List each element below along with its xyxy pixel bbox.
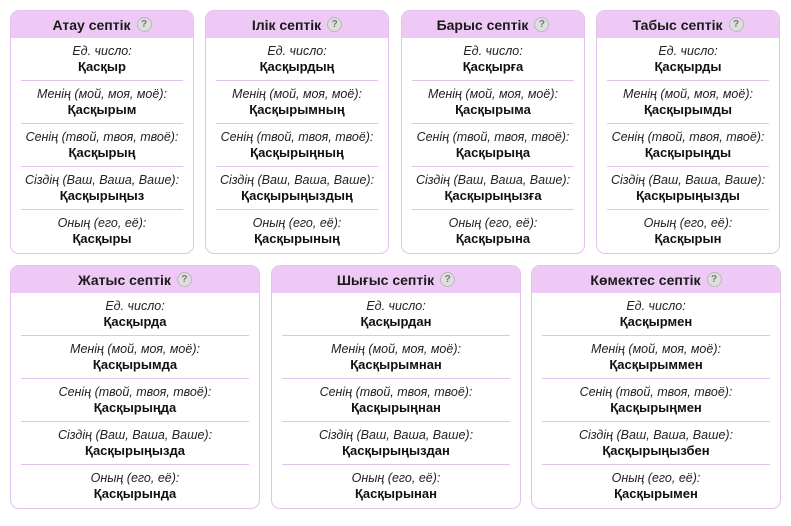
word-form: Қасқырыңда bbox=[93, 399, 177, 415]
word-form: Қасқырды bbox=[654, 58, 722, 74]
case-rows bbox=[11, 38, 193, 253]
case-title: Табыс септік bbox=[632, 16, 723, 33]
word-form: Қасқырыма bbox=[455, 101, 531, 117]
word-form: Қасқыр bbox=[78, 58, 126, 74]
form-row-my bbox=[607, 81, 769, 124]
case-card-header bbox=[11, 11, 193, 38]
form-label: Сіздің (Ваш, Ваша, Ваше): bbox=[578, 427, 734, 442]
form-row-your-formal bbox=[542, 422, 770, 465]
form-row-your-informal bbox=[21, 124, 183, 167]
form-label: Сенің (твой, твоя, твоё): bbox=[611, 129, 765, 144]
word-form: Қасқырдан bbox=[360, 313, 432, 329]
form-label: Сіздің (Ваш, Ваша, Ваше): bbox=[57, 427, 213, 442]
word-form: Қасқырымды bbox=[643, 101, 733, 117]
help-icon[interactable]: ? bbox=[707, 272, 722, 287]
case-rows bbox=[597, 38, 779, 253]
form-row-your-formal bbox=[216, 167, 378, 210]
help-icon[interactable]: ? bbox=[440, 272, 455, 287]
form-label: Ед. число: bbox=[105, 298, 165, 313]
form-label: Оның (его, её): bbox=[90, 471, 180, 485]
word-form: Қасқырымда bbox=[92, 356, 178, 372]
form-label: Менің (мой, моя, моё): bbox=[331, 341, 461, 356]
word-form: Қасқырымнан bbox=[350, 356, 442, 372]
form-label: Менің (мой, моя, моё): bbox=[232, 86, 362, 101]
case-rows bbox=[402, 38, 584, 253]
case-rows bbox=[206, 38, 388, 253]
word-form: Қасқырыңызға bbox=[444, 187, 542, 203]
form-label: Сіздің (Ваш, Ваша, Ваше): bbox=[219, 172, 375, 187]
form-row-singular bbox=[282, 293, 510, 336]
case-card-ilik bbox=[205, 10, 389, 254]
case-title: Көмектес септік bbox=[590, 271, 701, 288]
case-card-komektes bbox=[531, 265, 781, 509]
form-label: Ед. число: bbox=[366, 298, 426, 313]
case-card-header bbox=[206, 11, 388, 38]
word-form: Қасқырына bbox=[455, 231, 531, 246]
form-row-your-informal bbox=[216, 124, 378, 167]
form-row-his-her bbox=[542, 465, 770, 508]
form-label: Сенің (твой, твоя, твоё): bbox=[58, 384, 212, 399]
form-row-your-formal bbox=[607, 167, 769, 210]
form-label: Ед. число: bbox=[72, 43, 132, 58]
case-card-header bbox=[532, 266, 780, 293]
form-label: Оның (его, её): bbox=[57, 216, 147, 230]
form-row-his-her bbox=[216, 210, 378, 253]
form-row-my bbox=[21, 336, 249, 379]
form-row-singular bbox=[607, 38, 769, 81]
form-row-his-her bbox=[282, 465, 510, 508]
form-row-your-formal bbox=[21, 422, 249, 465]
form-label: Сіздің (Ваш, Ваша, Ваше): bbox=[24, 172, 180, 187]
form-label: Сенің (твой, твоя, твоё): bbox=[319, 384, 473, 399]
form-row-your-informal bbox=[542, 379, 770, 422]
form-label: Сіздің (Ваш, Ваша, Ваше): bbox=[415, 172, 571, 187]
word-form: Қасқырыңыздан bbox=[342, 442, 450, 458]
form-label: Ед. число: bbox=[267, 43, 327, 58]
form-label: Менің (мой, моя, моё): bbox=[591, 341, 721, 356]
form-row-my bbox=[542, 336, 770, 379]
form-row-your-informal bbox=[282, 379, 510, 422]
form-label: Оның (его, её): bbox=[611, 471, 701, 485]
word-form: Қасқырдың bbox=[259, 58, 335, 74]
form-row-singular bbox=[21, 293, 249, 336]
form-row-your-informal bbox=[412, 124, 574, 167]
word-form: Қасқырында bbox=[93, 486, 177, 501]
word-form: Қасқырыңыз bbox=[59, 187, 145, 203]
case-card-header bbox=[402, 11, 584, 38]
form-row-singular bbox=[542, 293, 770, 336]
form-row-your-formal bbox=[412, 167, 574, 210]
form-row-his-her bbox=[607, 210, 769, 253]
case-title: Атау септік bbox=[52, 16, 131, 33]
form-label: Менің (мой, моя, моё): bbox=[70, 341, 200, 356]
help-icon[interactable]: ? bbox=[177, 272, 192, 287]
case-card-zhatys bbox=[10, 265, 260, 509]
form-row-your-informal bbox=[607, 124, 769, 167]
form-label: Оның (его, её): bbox=[351, 471, 441, 485]
case-title: Барыс септік bbox=[436, 16, 529, 33]
form-row-singular bbox=[412, 38, 574, 81]
word-form: Қасқырыңның bbox=[250, 144, 344, 160]
word-form: Қасқырыңды bbox=[644, 144, 732, 160]
form-label: Оның (его, её): bbox=[252, 216, 342, 230]
word-form: Қасқырының bbox=[254, 231, 340, 246]
case-card-header bbox=[597, 11, 779, 38]
form-label: Ед. число: bbox=[626, 298, 686, 313]
case-card-header bbox=[11, 266, 259, 293]
word-form: Қасқырыңмен bbox=[610, 399, 702, 415]
case-title: Шығыс септік bbox=[336, 271, 435, 288]
word-form: Қасқырыңыздың bbox=[241, 187, 353, 203]
form-label: Оның (его, её): bbox=[643, 216, 733, 230]
help-icon[interactable]: ? bbox=[534, 17, 549, 32]
form-row-your-formal bbox=[21, 167, 183, 210]
word-form: Қасқырың bbox=[68, 144, 136, 160]
form-label: Оның (его, её): bbox=[448, 216, 538, 230]
form-row-his-her bbox=[21, 210, 183, 253]
word-form: Қасқырым bbox=[67, 101, 137, 117]
word-form: Қасқырда bbox=[103, 313, 167, 329]
help-icon[interactable]: ? bbox=[327, 17, 342, 32]
form-label: Сенің (твой, твоя, твоё): bbox=[579, 384, 733, 399]
word-form: Қасқырмен bbox=[619, 313, 693, 329]
form-row-my bbox=[412, 81, 574, 124]
form-row-your-formal bbox=[282, 422, 510, 465]
word-form: Қасқырыңызда bbox=[85, 442, 185, 458]
word-form: Қасқырымен bbox=[614, 486, 698, 501]
case-title: Ілік септік bbox=[251, 16, 322, 33]
form-label: Менің (мой, моя, моё): bbox=[623, 86, 753, 101]
case-card-header bbox=[272, 266, 520, 293]
word-form: Қасқырыңнан bbox=[351, 399, 441, 415]
case-card-barys bbox=[401, 10, 585, 254]
word-form: Қасқырыңа bbox=[455, 144, 531, 160]
word-form: Қасқырға bbox=[462, 58, 524, 74]
word-form: Қасқырыммен bbox=[609, 356, 703, 372]
word-form: Қасқырынан bbox=[355, 486, 437, 501]
case-card-atau bbox=[10, 10, 194, 254]
word-form: Қасқырыңызбен bbox=[602, 442, 710, 458]
word-form: Қасқырымның bbox=[249, 101, 345, 117]
form-label: Ед. число: bbox=[463, 43, 523, 58]
case-rows bbox=[11, 293, 259, 508]
word-form: Қасқыры bbox=[72, 231, 132, 246]
form-row-his-her bbox=[412, 210, 574, 253]
case-card-shygys bbox=[271, 265, 521, 509]
form-label: Менің (мой, моя, моё): bbox=[37, 86, 167, 101]
help-icon[interactable]: ? bbox=[729, 17, 744, 32]
form-label: Сіздің (Ваш, Ваша, Ваше): bbox=[610, 172, 766, 187]
form-label: Сіздің (Ваш, Ваша, Ваше): bbox=[318, 427, 474, 442]
form-row-singular bbox=[21, 38, 183, 81]
form-row-singular bbox=[216, 38, 378, 81]
word-form: Қасқырыңызды bbox=[636, 187, 740, 203]
form-label: Сенің (твой, твоя, твоё): bbox=[416, 129, 570, 144]
form-row-my bbox=[21, 81, 183, 124]
case-rows bbox=[272, 293, 520, 508]
form-label: Сенің (твой, твоя, твоё): bbox=[220, 129, 374, 144]
form-label: Сенің (твой, твоя, твоё): bbox=[25, 129, 179, 144]
case-title: Жатыс септік bbox=[78, 271, 171, 288]
case-card-tabys bbox=[596, 10, 780, 254]
case-rows bbox=[532, 293, 780, 508]
form-row-your-informal bbox=[21, 379, 249, 422]
form-label: Менің (мой, моя, моё): bbox=[428, 86, 558, 101]
word-form: Қасқырын bbox=[654, 231, 722, 246]
form-row-my bbox=[282, 336, 510, 379]
form-row-my bbox=[216, 81, 378, 124]
form-label: Ед. число: bbox=[658, 43, 718, 58]
help-icon[interactable]: ? bbox=[137, 17, 152, 32]
form-row-his-her bbox=[21, 465, 249, 508]
